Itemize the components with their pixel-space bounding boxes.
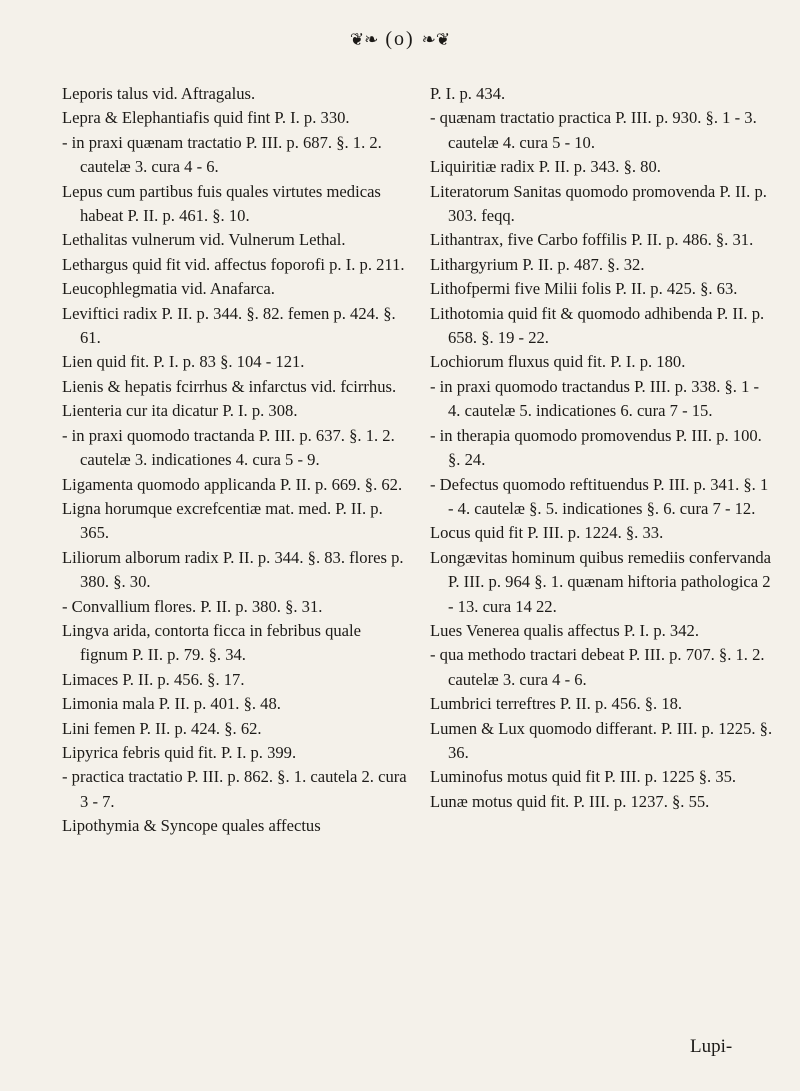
index-entry: Lethalitas vulnerum vid. Vulnerum Lethal. xyxy=(62,230,346,250)
index-entry: Liliorum alborum radix P. II. p. 344. §. 83. flores p. 380. §. 30. xyxy=(62,547,404,592)
index-entry: Lithantrax, five Carbo foffilis P. II. p. 486. §. 31. xyxy=(430,230,754,250)
index-entry: Limaces P. II. p. 456. §. 17. xyxy=(62,669,245,689)
index-entry: Lipyrica febris quid fit. P. I. p. 399. xyxy=(62,742,297,762)
catchword: Lupi- xyxy=(690,1036,733,1057)
index-entry: - Defectus quomodo reftituendus P. III. p. 341. §. 1 - 4. cautelæ §. 5. indicationes §. 6. cura 7 - 12. xyxy=(430,474,769,518)
index-entry: Leporis talus vid. Aftragalus. xyxy=(62,84,256,103)
index-entry: Lumbrici terreftres P. II. p. 456. §. 18. xyxy=(430,694,683,714)
index-entry: - Convallium flores. P. II. p. 380. §. 31. xyxy=(62,596,323,616)
index-entry: Literatorum Sanitas quomodo promovenda P. II. p. 303. feqq. xyxy=(430,181,767,226)
index-entry: Lithargyrium P. II. p. 487. §. 32. xyxy=(430,254,645,274)
left-ornament: ❦❧ xyxy=(349,30,379,49)
index-entry: - qua methodo tractari debeat P. III. p. 707. §. 1. 2. cautelæ 3. cura 4 - 6. xyxy=(430,645,765,689)
index-entry: Lethargus quid fit vid. affectus foporofi p. I. p. 211. xyxy=(62,254,405,274)
right-ornament: ❧❦ xyxy=(421,30,451,49)
index-entry: Lienis & hepatis fcirrhus & infarctus vid. fcirrhus. xyxy=(62,376,397,396)
index-entry: - in praxi quænam tractatio P. III. p. 687. §. 1. 2. cautelæ 3. cura 4 - 6. xyxy=(62,132,382,177)
index-entry: Liquiritiæ radix P. II. p. 343. §. 80. xyxy=(430,157,661,177)
index-entry: Leucophlegmatia vid. Anafarca. xyxy=(62,279,275,299)
index-entry: Lithotomia quid fit & quomodo adhibenda P. II. p. 658. §. 19 - 22. xyxy=(430,303,765,348)
index-entry: - quænam tractatio practica P. III. p. 930. §. 1 - 3. cautelæ 4. cura 5 - 10. xyxy=(430,108,757,152)
index-entry: Lues Venerea qualis affectus P. I. p. 342. xyxy=(430,620,699,640)
index-entry: P. I. p. 434. xyxy=(430,84,506,103)
index-entry: Longævitas hominum quibus remediis confervanda P. III. p. 964 §. 1. quænam hiftoria pathologica 2 - 13. cura 14 22. xyxy=(430,547,772,616)
index-entry: Lepus cum partibus fuis quales virtutes medicas habeat P. II. p. 461. §. 10. xyxy=(62,181,381,226)
page-marker: (o) xyxy=(385,28,415,50)
right-index-column xyxy=(430,82,775,814)
index-entry: Lipothymia & Syncope quales affectus xyxy=(62,816,321,836)
index-entry: Lepra & Elephantiafis quid fint P. I. p. 330. xyxy=(62,108,350,128)
index-entry: Limonia mala P. II. p. 401. §. 48. xyxy=(62,694,281,714)
page-header xyxy=(0,28,800,51)
index-entry: - practica tractatio P. III. p. 862. §. 1. cautela 2. cura 3 - 7. xyxy=(62,767,407,811)
index-entry: Lithofpermi five Milii folis P. II. p. 425. §. 63. xyxy=(430,279,738,299)
index-entry: Ligna horumque excrefcentiæ mat. med. P. II. p. 365. xyxy=(62,498,383,543)
index-entry: Lingva arida, contorta ficca in febribus quale fignum P. II. p. 79. §. 34. xyxy=(62,620,362,665)
left-index-column xyxy=(62,82,407,839)
index-entry: - in therapia quomodo promovendus P. III. p. 100. §. 24. xyxy=(430,425,762,470)
index-entry: Lumen & Lux quomodo differant. P. III. p. 1225. §. 36. xyxy=(430,718,773,762)
index-entry: Lochiorum fluxus quid fit. P. I. p. 180. xyxy=(430,352,686,372)
index-entry: Luminofus motus quid fit P. III. p. 1225 §. 35. xyxy=(430,767,737,787)
index-entry: - in praxi quomodo tractandus P. III. p. 338. §. 1 - 4. cautelæ 5. indicationes 6. cura 7 - 15. xyxy=(430,376,760,421)
index-entry: Locus quid fit P. III. p. 1224. §. 33. xyxy=(430,523,664,543)
index-entry: Ligamenta quomodo applicanda P. II. p. 669. §. 62. xyxy=(62,474,403,494)
index-entry: Lien quid fit. P. I. p. 83 §. 104 - 121. xyxy=(62,352,305,372)
index-entry: Leviftici radix P. II. p. 344. §. 82. femen p. 424. §. 61. xyxy=(62,303,396,348)
index-entry: Lini femen P. II. p. 424. §. 62. xyxy=(62,718,262,738)
index-entry: Lunæ motus quid fit. P. III. p. 1237. §. 55. xyxy=(430,791,710,811)
index-entry: Lienteria cur ita dicatur P. I. p. 308. xyxy=(62,401,298,421)
index-entry: - in praxi quomodo tractanda P. III. p. 637. §. 1. 2. cautelæ 3. indicationes 4. cura 5 - 9. xyxy=(62,425,395,470)
